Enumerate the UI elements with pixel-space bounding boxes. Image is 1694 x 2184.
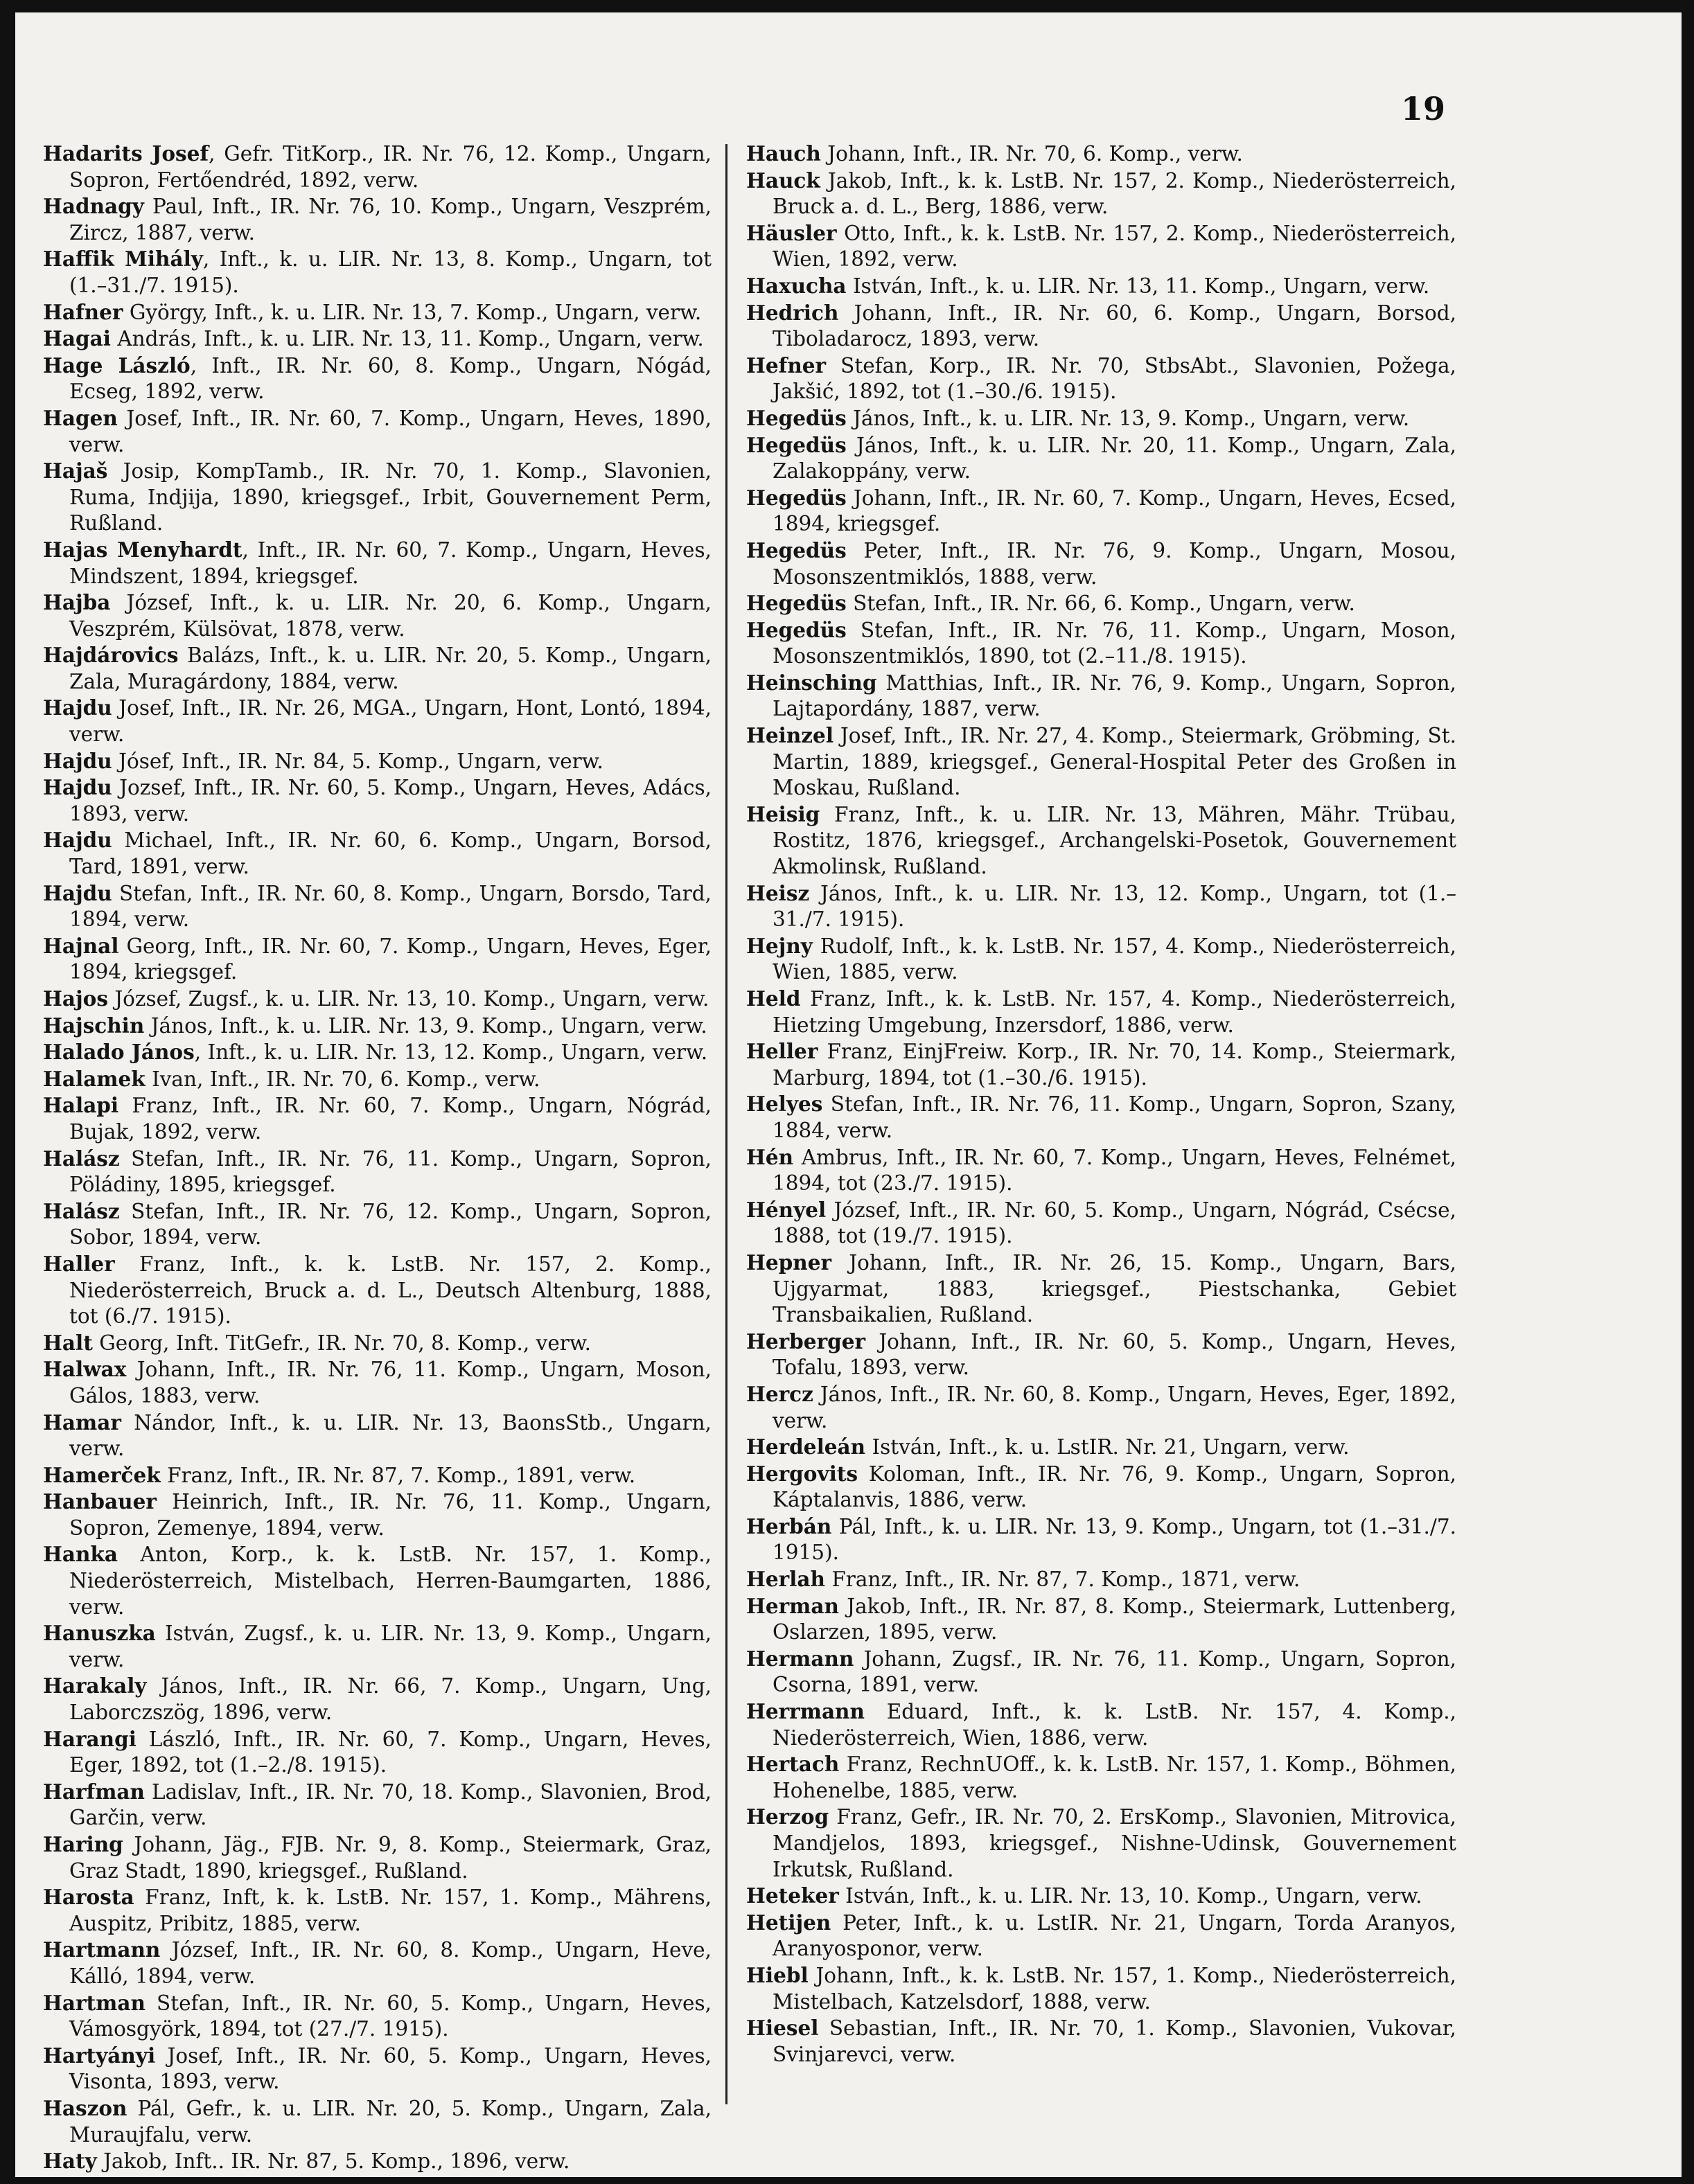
- entry-details: Stefan, Korp., IR. Nr. 70, StbsAbt., Slavonien, Požega, Jakšić, 1892, tot (1.–30./6. 1915).: [773, 353, 1456, 404]
- casualty-entry: [746, 273, 1456, 300]
- entry-details: Ambrus, Inft., IR. Nr. 60, 7. Komp., Ungarn, Heves, Felnémet, 1894, tot (23./7. 1915).: [773, 1145, 1456, 1196]
- casualty-entry: [746, 986, 1456, 1038]
- entry-name: Hergovits: [746, 1461, 858, 1486]
- entry-name: Hajdu: [43, 828, 112, 853]
- casualty-entry: [746, 1144, 1456, 1197]
- right-column: [746, 141, 1456, 2068]
- casualty-entry: [43, 537, 712, 589]
- casualty-entry: [43, 933, 712, 986]
- casualty-entry: [43, 1884, 712, 1937]
- entry-name: Hajaš: [43, 459, 108, 483]
- casualty-entry: [43, 2148, 712, 2175]
- entry-details: Georg, Inft. TitGefr., IR. Nr. 70, 8. Komp., verw.: [92, 1331, 592, 1355]
- entry-name: Haszon: [43, 2095, 127, 2120]
- entry-name: Halamek: [43, 1066, 145, 1091]
- entry-name: Hartmann: [43, 1937, 161, 1962]
- casualty-entry: [43, 405, 712, 458]
- casualty-entry: [746, 1962, 1456, 2015]
- entry-details: Otto, Inft., k. k. LstB. Nr. 157, 2. Komp., Niederösterreich, Wien, 1892, verw.: [773, 221, 1456, 272]
- casualty-entry: [746, 1250, 1456, 1329]
- entry-name: Heteker: [746, 1883, 839, 1908]
- casualty-entry: [43, 1620, 712, 1673]
- entry-details: János, Inft., IR. Nr. 60, 8. Komp., Ungarn, Heves, Eger, 1892, verw.: [773, 1382, 1456, 1432]
- casualty-entry: [43, 774, 712, 827]
- casualty-entry: [43, 1831, 712, 1884]
- entry-name: Hefner: [746, 353, 827, 378]
- entry-name: Harfman: [43, 1779, 145, 1804]
- entry-name: Hegedüs: [746, 591, 847, 616]
- casualty-entry: [43, 1410, 712, 1462]
- entry-details: József, Inft., IR. Nr. 60, 8. Komp., Ungarn, Heve, Kálló, 1894, verw.: [69, 1938, 712, 1988]
- casualty-entry: [43, 458, 712, 537]
- casualty-entry: [746, 1197, 1456, 1250]
- entry-name: Harosta: [43, 1885, 134, 1910]
- entry-details: Josef, Inft., IR. Nr. 26, MGA., Ungarn, Hont, Lontó, 1894, verw.: [69, 696, 712, 747]
- entry-details: Heinrich, Inft., IR. Nr. 76, 11. Komp., Ungarn, Sopron, Zemenye, 1894, verw.: [69, 1490, 712, 1540]
- entry-name: Hermann: [746, 1646, 854, 1671]
- entry-name: Held: [746, 986, 801, 1011]
- entry-details: Johann, Inft., IR. Nr. 76, 11. Komp., Ungarn, Moson, Gálos, 1883, verw.: [69, 1358, 712, 1408]
- casualty-entry: [43, 141, 712, 193]
- casualty-entry: [746, 1329, 1456, 1381]
- casualty-entry: [746, 617, 1456, 670]
- page-number: 19: [1401, 90, 1446, 127]
- entry-details: Josef, Inft., IR. Nr. 60, 5. Komp., Ungarn, Heves, Visonta, 1893, verw.: [69, 2043, 712, 2094]
- entry-name: Heinzel: [746, 723, 834, 748]
- entry-details: Franz, RechnUOff., k. k. LstB. Nr. 157, 1. Komp., Böhmen, Hohenelbe, 1885, verw.: [773, 1752, 1456, 1802]
- entry-details: József, Inft., IR. Nr. 60, 5. Komp., Ungarn, Nógrád, Csécse, 1888, tot (19./7. 1915).: [773, 1198, 1456, 1248]
- entry-details: János, Inft., k. u. LIR. Nr. 20, 11. Komp., Ungarn, Zala, Zalakoppány, verw.: [773, 433, 1456, 483]
- entry-details: Johann, Inft., IR. Nr. 70, 6. Komp., verw.: [820, 142, 1243, 166]
- entry-name: Hanuszka: [43, 1621, 156, 1646]
- entry-name: Hajba: [43, 590, 111, 615]
- entry-details: Franz, Inft, k. k. LstB. Nr. 157, 1. Komp., Mährens, Auspitz, Pribitz, 1885, verw.: [69, 1885, 712, 1935]
- entry-details: György, Inft., k. u. LIR. Nr. 13, 7. Komp., Ungarn, verw.: [123, 300, 702, 324]
- casualty-entry: [746, 1698, 1456, 1751]
- entry-name: Hajdu: [43, 880, 112, 905]
- casualty-entry: [746, 2015, 1456, 2068]
- casualty-entry: [43, 2043, 712, 2095]
- entry-name: Hercz: [746, 1381, 813, 1406]
- entry-name: Hagai: [43, 326, 111, 351]
- entry-name: Hauch: [746, 141, 821, 166]
- entry-name: Hamar: [43, 1410, 121, 1435]
- casualty-entry: [43, 880, 712, 933]
- entry-name: Hényel: [746, 1197, 827, 1222]
- entry-details: Ladislav, Inft., IR. Nr. 70, 18. Komp., Slavonien, Brod, Garčin, verw.: [69, 1779, 712, 1830]
- casualty-entry: [746, 1434, 1456, 1461]
- entry-details: Franz, Inft., IR. Nr. 60, 7. Komp., Ungarn, Nógrád, Bujak, 1892, verw.: [69, 1094, 712, 1144]
- casualty-entry: [43, 2095, 712, 2148]
- entry-name: Hajdu: [43, 775, 112, 800]
- entry-name: Harakaly: [43, 1673, 147, 1698]
- entry-details: Johann, Jäg., FJB. Nr. 9, 8. Komp., Steiermark, Graz, Graz Stadt, 1890, kriegsgef., Rußland.: [69, 1833, 712, 1883]
- entry-details: Josef, Inft., IR. Nr. 60, 7. Komp., Ungarn, Heves, 1890, verw.: [69, 406, 712, 456]
- casualty-entry: [43, 1066, 712, 1093]
- entry-name: Hajdu: [43, 748, 112, 773]
- casualty-entry: [43, 353, 712, 405]
- entry-name: Herdeleán: [746, 1435, 866, 1459]
- entry-details: Franz, Inft., k. k. LstB. Nr. 157, 2. Komp., Niederösterreich, Bruck a. d. L., Deutsch Altenburg, 1888, tot (6./7. 1915).: [69, 1252, 712, 1329]
- entry-name: Hamerček: [43, 1462, 161, 1487]
- entry-details: Franz, EinjFreiw. Korp., IR. Nr. 70, 14. Komp., Steiermark, Marburg, 1894, tot (1.–30./6. 1915).: [773, 1040, 1456, 1090]
- entry-details: Josef, Inft., IR. Nr. 27, 4. Komp., Steiermark, Gröbming, St. Martin, 1889, kriegsgef., General-Hospital Peter des Großen in Moskau, Rußland.: [773, 724, 1456, 800]
- entry-name: Hegedüs: [746, 538, 847, 562]
- casualty-entry: [43, 1251, 712, 1330]
- casualty-entry: [43, 1330, 712, 1357]
- entry-details: Anton, Korp., k. k. LstB. Nr. 157, 1. Komp., Niederösterreich, Mistelbach, Herren-Baumgarten, 1886, verw.: [69, 1543, 712, 1619]
- entry-name: Hegedüs: [746, 432, 847, 457]
- casualty-entry: [43, 1198, 712, 1251]
- entry-name: Hage László: [43, 353, 191, 378]
- entry-name: Hagen: [43, 405, 118, 430]
- entry-details: Franz, Gefr., IR. Nr. 70, 2. ErsKomp., Slavonien, Mitrovica, Mandjelos, 1893, kriegsgef., Nishne-Udinsk, Gouvernement Irkutsk, Rußland.: [773, 1805, 1456, 1881]
- entry-details: Paul, Inft., IR. Nr. 76, 10. Komp., Ungarn, Veszprém, Zircz, 1887, verw.: [69, 195, 712, 245]
- entry-details: Franz, Inft., IR. Nr. 87, 7. Komp., 1871, verw.: [824, 1568, 1300, 1592]
- casualty-entry: [746, 1566, 1456, 1593]
- entry-name: Hartman: [43, 1990, 145, 2015]
- casualty-entry: [746, 141, 1456, 168]
- casualty-entry: [43, 1673, 712, 1725]
- casualty-entry: [746, 880, 1456, 933]
- casualty-entry: [43, 1990, 712, 2043]
- entry-name: Hadnagy: [43, 194, 144, 219]
- entry-name: Hiesel: [746, 2016, 819, 2041]
- entry-details: Peter, Inft., IR. Nr. 76, 9. Komp., Ungarn, Mosou, Mosonszentmiklós, 1888, verw.: [773, 538, 1456, 589]
- casualty-entry: [746, 405, 1456, 432]
- entry-details: Johann, Inft., k. k. LstB. Nr. 157, 1. Komp., Niederösterreich, Mistelbach, Katzelsdorf, 1888, verw.: [773, 1963, 1456, 2014]
- entry-details: Jósef, Inft., IR. Nr. 84, 5. Komp., Ungarn, verw.: [112, 749, 603, 773]
- casualty-entry: [43, 1489, 712, 1541]
- entry-details: János, Inft., k. u. LIR. Nr. 13, 9. Komp., Ungarn, verw.: [144, 1013, 707, 1038]
- entry-name: Heisz: [746, 880, 810, 905]
- entry-name: Haffik Mihály: [43, 247, 203, 272]
- entry-details: Stefan, Inft., IR. Nr. 60, 8. Komp., Ungarn, Borsdo, Tard, 1894, verw.: [69, 881, 712, 932]
- entry-name: Hetijen: [746, 1910, 831, 1935]
- entry-details: András, Inft., k. u. LIR. Nr. 13, 11. Komp., Ungarn, verw.: [110, 327, 704, 351]
- entry-details: Franz, Inft., IR. Nr. 87, 7. Komp., 1891, verw.: [160, 1463, 636, 1487]
- casualty-entry: [746, 590, 1456, 617]
- entry-name: Hegedüs: [746, 485, 847, 510]
- entry-name: Häusler: [746, 220, 837, 245]
- entry-name: Hafner: [43, 299, 123, 324]
- casualty-entry: [43, 1462, 712, 1489]
- entry-name: Heller: [746, 1039, 818, 1064]
- entry-name: Hajnal: [43, 933, 119, 958]
- entry-details: Sebastian, Inft., IR. Nr. 70, 1. Komp., Slavonien, Vukovar, Svinjarevci, verw.: [773, 2016, 1456, 2066]
- left-column: [43, 141, 712, 2175]
- casualty-entry: [43, 193, 712, 246]
- casualty-entry: [746, 670, 1456, 722]
- entry-name: Haxucha: [746, 273, 847, 298]
- casualty-entry: [746, 722, 1456, 801]
- casualty-entry: [746, 1381, 1456, 1434]
- casualty-entry: [43, 695, 712, 747]
- casualty-entry: [43, 326, 712, 353]
- entry-name: Hegedüs: [746, 405, 847, 430]
- casualty-entry: [43, 1146, 712, 1198]
- entry-name: Hauck: [746, 168, 820, 193]
- entry-details: Jakob, Inft., IR. Nr. 87, 8. Komp., Steiermark, Luttenberg, Oslarzen, 1895, verw.: [773, 1594, 1456, 1644]
- entry-details: Stefan, Inft., IR. Nr. 76, 11. Komp., Ungarn, Moson, Mosonszentmiklós, 1890, tot (2.–11./8. 1915).: [773, 618, 1456, 668]
- entry-name: Hartyányi: [43, 2043, 156, 2068]
- casualty-entry: [43, 299, 712, 326]
- casualty-entry: [746, 1461, 1456, 1513]
- entry-details: Nándor, Inft., k. u. LIR. Nr. 13, BaonsStb., Ungarn, verw.: [69, 1410, 712, 1461]
- casualty-entry: [746, 300, 1456, 353]
- casualty-entry: [746, 1038, 1456, 1091]
- casualty-entry: [746, 1513, 1456, 1566]
- casualty-entry: [43, 1356, 712, 1409]
- entry-name: Halász: [43, 1198, 120, 1223]
- casualty-entry: [43, 827, 712, 880]
- casualty-entry: [746, 1593, 1456, 1646]
- entry-details: Stefan, Inft., IR. Nr. 76, 11. Komp., Ungarn, Sopron, Szany, 1884, verw.: [773, 1092, 1456, 1142]
- entry-name: Halapi: [43, 1093, 119, 1118]
- entry-details: László, Inft., IR. Nr. 60, 7. Komp., Ungarn, Heves, Eger, 1892, tot (1.–2./8. 1915).: [69, 1727, 712, 1777]
- entry-details: István, Inft., k. u. LIR. Nr. 13, 11. Komp., Ungarn, verw.: [846, 274, 1430, 298]
- entry-details: István, Inft., k. u. LIR. Nr. 13, 10. Komp., Ungarn, verw.: [838, 1884, 1422, 1908]
- entry-details: Balázs, Inft., k. u. LIR. Nr. 20, 5. Komp., Ungarn, Zala, Muragárdony, 1884, verw.: [69, 643, 712, 693]
- entry-details: Johann, Inft., IR. Nr. 60, 7. Komp., Ungarn, Heves, Ecsed, 1894, kriegsgef.: [773, 486, 1456, 536]
- casualty-entry: [43, 589, 712, 642]
- entry-name: Halado János: [43, 1040, 195, 1065]
- entry-details: Eduard, Inft., k. k. LstB. Nr. 157, 4. Komp., Niederösterreich, Wien, 1886, verw.: [773, 1700, 1456, 1750]
- entry-name: Heisig: [746, 801, 820, 826]
- entry-name: Halász: [43, 1146, 120, 1171]
- casualty-entry: [43, 1937, 712, 1989]
- entry-details: Koloman, Inft., IR. Nr. 76, 9. Komp., Ungarn, Sopron, Káptalanvis, 1886, verw.: [773, 1462, 1456, 1512]
- casualty-entry: [43, 1039, 712, 1066]
- entry-details: Michael, Inft., IR. Nr. 60, 6. Komp., Ungarn, Borsod, Tard, 1891, verw.: [69, 828, 712, 879]
- entry-details: János, Inft., IR. Nr. 66, 7. Komp., Ungarn, Ung, Laborczszög, 1896, verw.: [69, 1674, 712, 1725]
- entry-name: Herman: [746, 1593, 839, 1618]
- entry-details: , Inft., IR. Nr. 60, 8. Komp., Ungarn, Nógád, Ecseg, 1892, verw.: [69, 353, 712, 404]
- entry-details: Stefan, Inft., IR. Nr. 76, 11. Komp., Ungarn, Sopron, Pöládiny, 1895, kriegsgef.: [69, 1146, 712, 1197]
- entry-details: Stefan, Inft., IR. Nr. 66, 6. Komp., Ungarn, verw.: [846, 592, 1355, 616]
- entry-name: Hanka: [43, 1542, 118, 1567]
- entry-details: Matthias, Inft., IR. Nr. 76, 9. Komp., Ungarn, Sopron, Lajtapordány, 1887, verw.: [773, 671, 1456, 721]
- entry-name: Hejny: [746, 933, 813, 958]
- entry-name: Hegedüs: [746, 617, 847, 642]
- entry-details: Pál, Gefr., k. u. LIR. Nr. 20, 5. Komp., Ungarn, Zala, Muraujfalu, verw.: [69, 2096, 712, 2147]
- entry-details: Josip, KompTamb., IR. Nr. 70, 1. Komp., Slavonien, Ruma, Indjija, 1890, kriegsgef., Irbit, Gouvernement Perm, Rußland.: [69, 459, 712, 535]
- entry-details: Jakob, Inft., k. k. LstB. Nr. 157, 2. Komp., Niederösterreich, Bruck a. d. L., Berg, 1886, verw.: [773, 168, 1456, 219]
- entry-details: Ivan, Inft., IR. Nr. 70, 6. Komp., verw.: [145, 1067, 540, 1091]
- document-page: [15, 12, 1682, 2177]
- entry-details: , Inft., k. u. LIR. Nr. 13, 8. Komp., Ungarn, tot (1.–31./7. 1915).: [69, 247, 712, 297]
- entry-name: Haring: [43, 1832, 123, 1856]
- entry-details: Rudolf, Inft., k. k. LstB. Nr. 157, 4. Komp., Niederösterreich, Wien, 1885, verw.: [773, 934, 1456, 984]
- entry-details: Georg, Inft., IR. Nr. 60, 7. Komp., Ungarn, Heves, Eger, 1894, kriegsgef.: [69, 934, 712, 984]
- entry-details: Johann, Zugsf., IR. Nr. 76, 11. Komp., Ungarn, Sopron, Csorna, 1891, verw.: [773, 1646, 1456, 1697]
- entry-name: Halwax: [43, 1357, 127, 1382]
- casualty-entry: [43, 1726, 712, 1779]
- entry-details: Johann, Inft., IR. Nr. 60, 6. Komp., Ungarn, Borsod, Tiboladarocz, 1893, verw.: [773, 301, 1456, 351]
- entry-details: István, Inft., k. u. LstIR. Nr. 21, Ungarn, verw.: [865, 1435, 1350, 1459]
- column-divider: [725, 144, 727, 2104]
- casualty-entry: [746, 432, 1456, 485]
- casualty-entry: [746, 1804, 1456, 1883]
- casualty-entry: [43, 1779, 712, 1831]
- casualty-entry: [746, 1091, 1456, 1144]
- entry-details: Stefan, Inft., IR. Nr. 60, 5. Komp., Ungarn, Heves, Vámosgyörk, 1894, tot (27./7. 1915).: [69, 1991, 712, 2041]
- entry-details: János, Inft., k. u. LIR. Nr. 13, 12. Komp., Ungarn, tot (1.–31./7. 1915).: [773, 881, 1456, 932]
- casualty-entry: [43, 748, 712, 775]
- entry-name: Hiebl: [746, 1962, 809, 1987]
- entry-name: Heinsching: [746, 670, 877, 695]
- entry-name: Hajas Menyhardt: [43, 537, 242, 562]
- casualty-entry: [746, 933, 1456, 986]
- entry-details: , Inft., IR. Nr. 60, 7. Komp., Ungarn, Heves, Mindszent, 1894, kriegsgef.: [69, 538, 712, 588]
- entry-name: Hadarits Josef: [43, 141, 209, 166]
- entry-name: Haller: [43, 1251, 115, 1276]
- entry-details: , Gefr. TitKorp., IR. Nr. 76, 12. Komp., Ungarn, Sopron, Fertőendréd, 1892, verw.: [69, 142, 712, 192]
- casualty-entry: [746, 538, 1456, 590]
- entry-name: Hén: [746, 1144, 794, 1169]
- entry-name: Herbán: [746, 1513, 832, 1538]
- casualty-entry: [43, 1092, 712, 1145]
- entry-name: Herberger: [746, 1329, 866, 1353]
- casualty-entry: [746, 1751, 1456, 1804]
- entry-name: Halt: [43, 1330, 93, 1355]
- entry-name: Hepner: [746, 1250, 832, 1275]
- entry-details: , Inft., k. u. LIR. Nr. 13, 12. Komp., Ungarn, verw.: [194, 1040, 708, 1065]
- entry-name: Hertach: [746, 1752, 840, 1777]
- entry-name: Hajdárovics: [43, 643, 179, 668]
- casualty-entry: [746, 1910, 1456, 1962]
- entry-name: Harangi: [43, 1726, 136, 1751]
- entry-name: Herzog: [746, 1804, 829, 1829]
- casualty-entry: [43, 1541, 712, 1620]
- casualty-entry: [746, 1883, 1456, 1910]
- entry-name: Herrmann: [746, 1699, 865, 1724]
- entry-name: Hajdu: [43, 695, 112, 720]
- casualty-entry: [746, 1646, 1456, 1698]
- entry-details: Peter, Inft., k. u. LstIR. Nr. 21, Ungarn, Torda Aranyos, Aranyosponor, verw.: [773, 1910, 1456, 1961]
- entry-name: Helyes: [746, 1092, 823, 1117]
- casualty-entry: [43, 986, 712, 1013]
- casualty-entry: [746, 485, 1456, 538]
- casualty-entry: [746, 353, 1456, 405]
- entry-details: Jakob, Inft.. IR. Nr. 87, 5. Komp., 1896, verw.: [96, 2149, 570, 2174]
- casualty-entry: [746, 220, 1456, 273]
- entry-details: Jozsef, Inft., IR. Nr. 60, 5. Komp., Ungarn, Heves, Adács, 1893, verw.: [69, 776, 712, 826]
- entry-name: Haty: [43, 2149, 97, 2174]
- entry-details: János, Inft., k. u. LIR. Nr. 13, 9. Komp., Ungarn, verw.: [846, 406, 1410, 430]
- casualty-entry: [43, 642, 712, 695]
- entry-details: Pál, Inft., k. u. LIR. Nr. 13, 9. Komp., Ungarn, tot (1.–31./7. 1915).: [773, 1514, 1456, 1565]
- casualty-entry: [43, 246, 712, 299]
- entry-details: Franz, Inft., k. k. LstB. Nr. 157, 4. Komp., Niederösterreich, Hietzing Umgebung, Inzersdorf, 1886, verw.: [773, 987, 1456, 1037]
- entry-details: Franz, Inft., k. u. LIR. Nr. 13, Mähren, Mähr. Trübau, Rostitz, 1876, kriegsgef., Archangelski-Posetok, Gouvernement Akmolinsk, Rußland.: [773, 802, 1456, 879]
- entry-details: József, Inft., k. u. LIR. Nr. 20, 6. Komp., Ungarn, Veszprém, Külsövat, 1878, verw.: [69, 591, 712, 641]
- entry-details: Stefan, Inft., IR. Nr. 76, 12. Komp., Ungarn, Sopron, Sobor, 1894, verw.: [69, 1199, 712, 1250]
- entry-details: József, Zugsf., k. u. LIR. Nr. 13, 10. Komp., Ungarn, verw.: [107, 987, 709, 1011]
- casualty-entry: [746, 801, 1456, 880]
- entry-name: Hajos: [43, 986, 108, 1011]
- entry-name: Hedrich: [746, 300, 839, 325]
- entry-name: Herlah: [746, 1567, 825, 1592]
- entry-details: Johann, Inft., IR. Nr. 26, 15. Komp., Ungarn, Bars, Ujgyarmat, 1883, kriegsgef., Piestschanka, Gebiet Transbaikalien, Rußland.: [773, 1250, 1456, 1327]
- entry-name: Hajschin: [43, 1013, 145, 1038]
- entry-details: István, Zugsf., k. u. LIR. Nr. 13, 9. Komp., Ungarn, verw.: [69, 1622, 712, 1671]
- casualty-entry: [746, 168, 1456, 220]
- casualty-entry: [43, 1013, 712, 1040]
- entry-name: Hanbauer: [43, 1489, 157, 1514]
- entry-details: Johann, Inft., IR. Nr. 60, 5. Komp., Ungarn, Heves, Tofalu, 1893, verw.: [773, 1329, 1456, 1380]
